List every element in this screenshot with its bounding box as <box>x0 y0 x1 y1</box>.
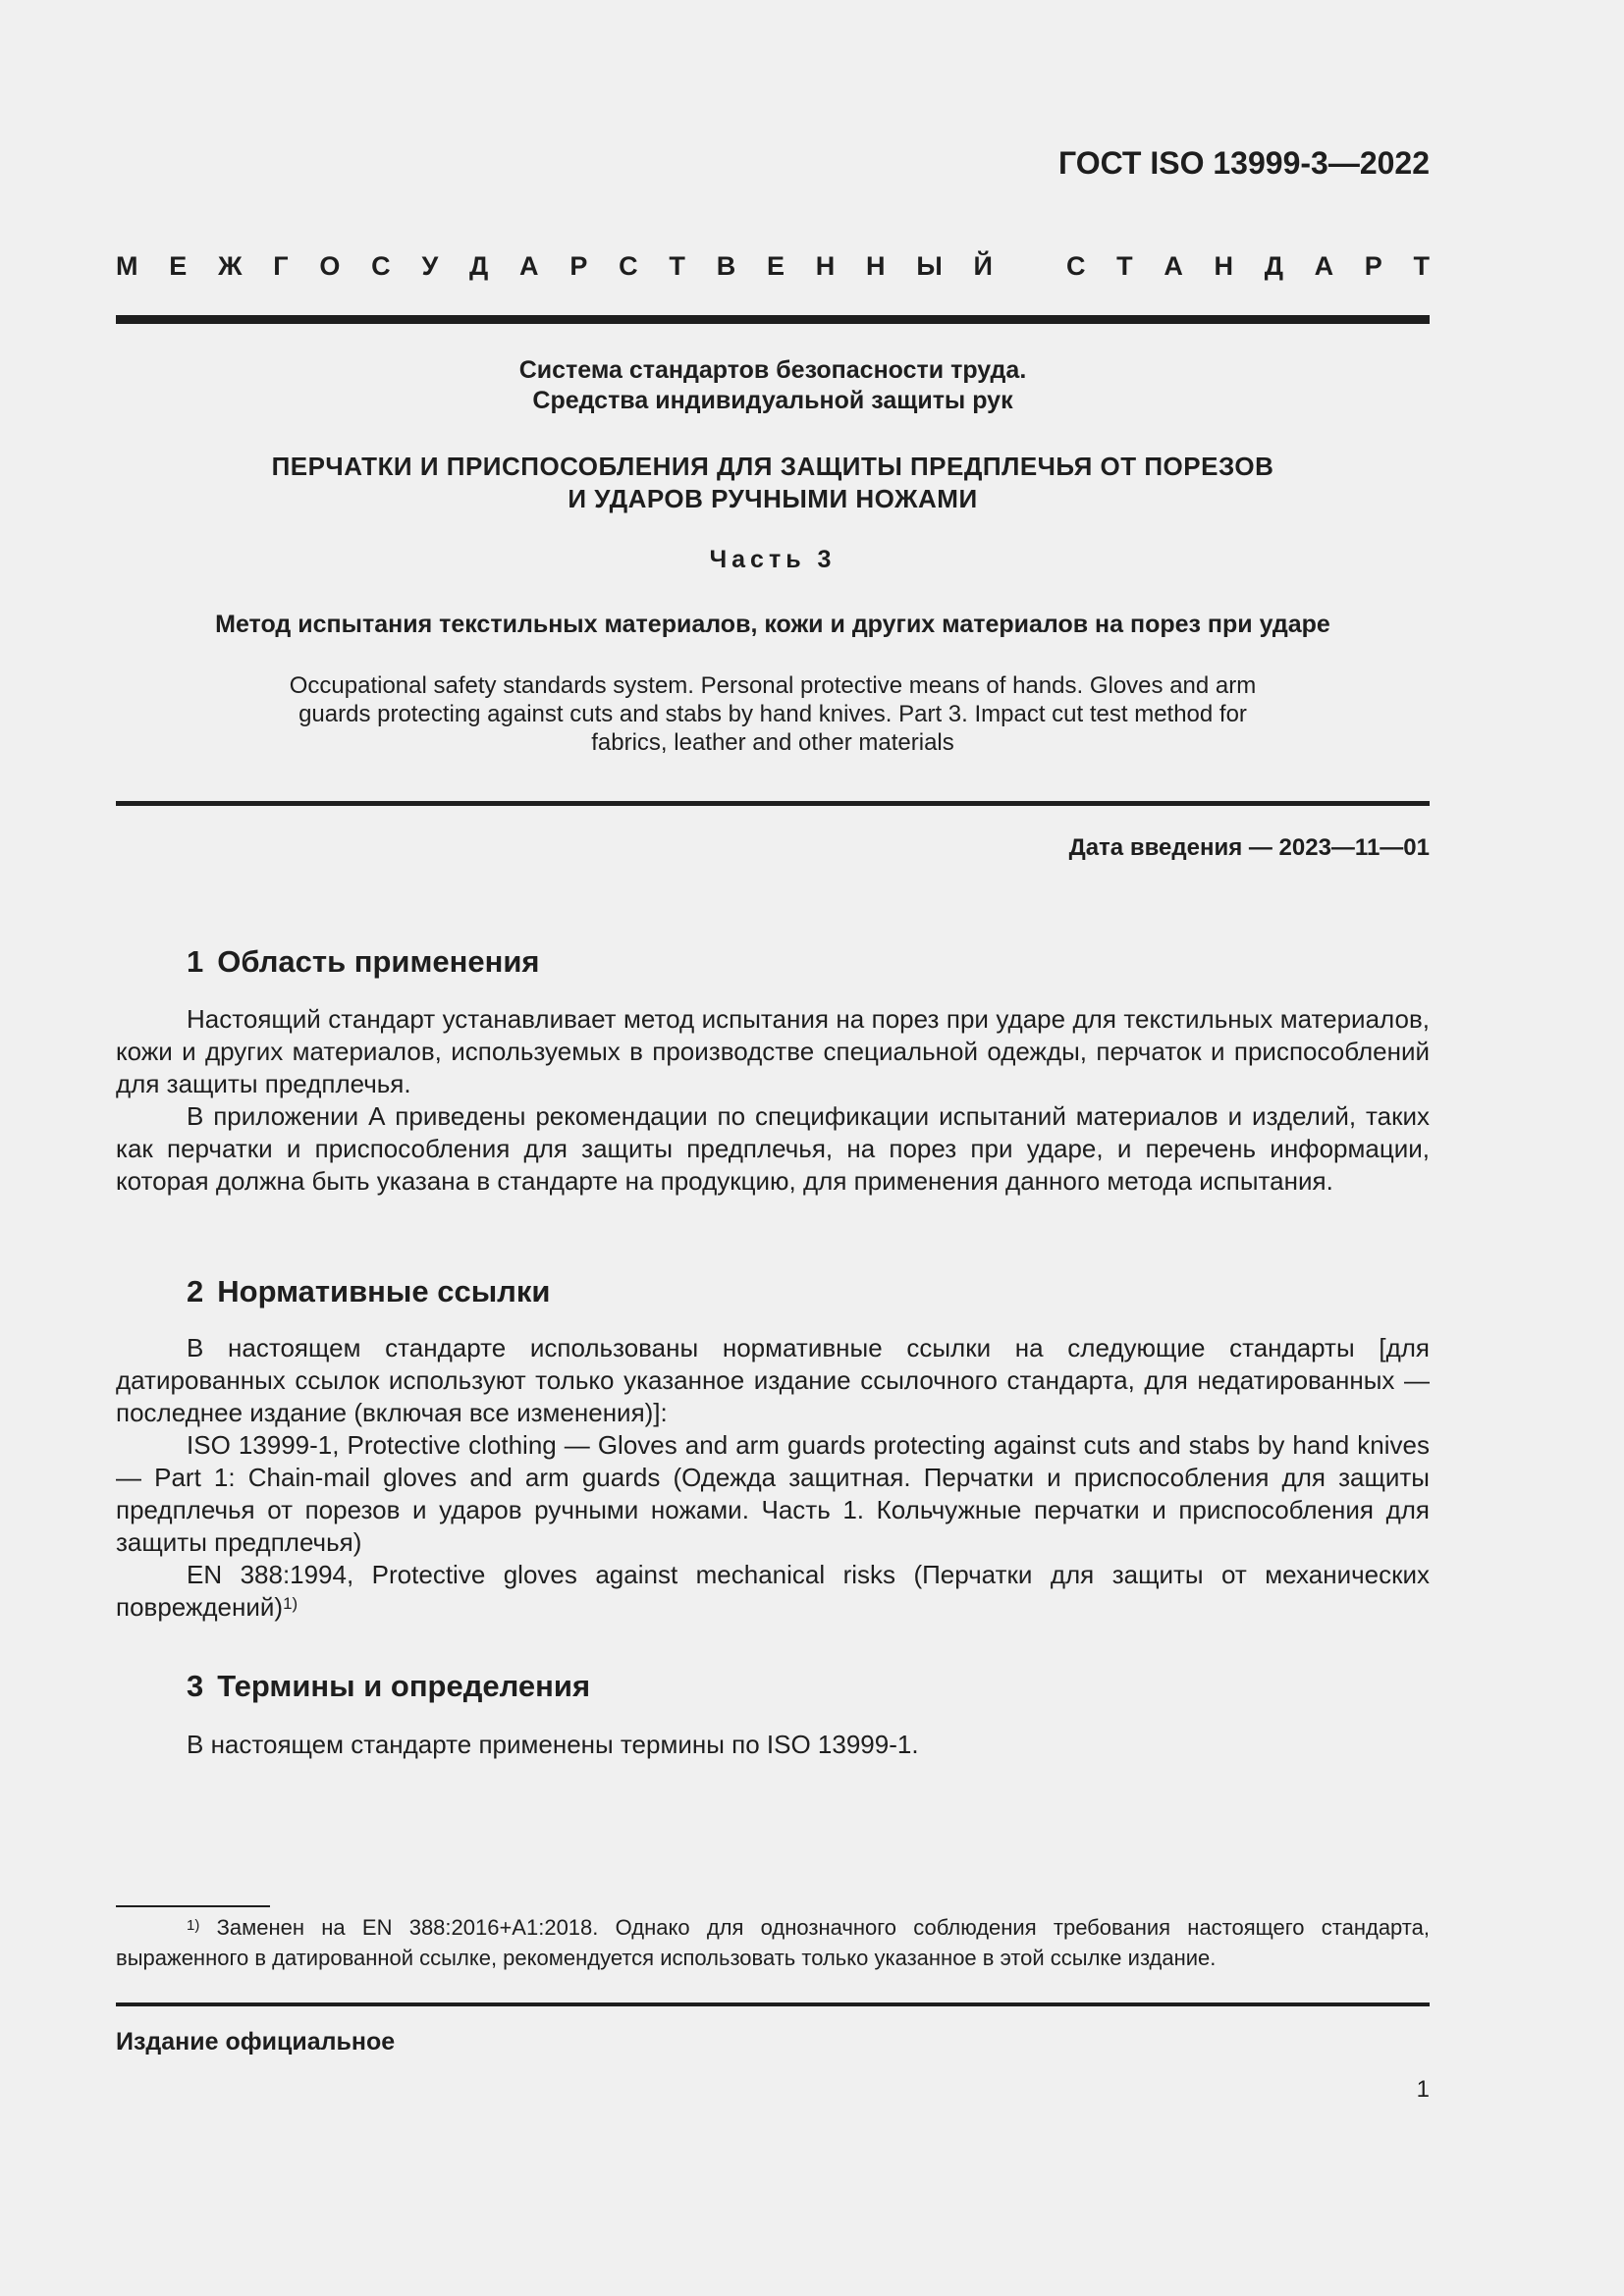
banner-letter: Т <box>1413 251 1430 281</box>
banner-letter: М <box>116 251 138 281</box>
page-number: 1 <box>1416 2076 1430 2103</box>
section-heading <box>187 1669 590 1704</box>
system-title-line1: Система стандартов безопасности труда. <box>518 356 1027 384</box>
section-heading <box>187 944 540 980</box>
main-title-line2: И УДАРОВ РУЧНЫМИ НОЖАМИ <box>568 484 978 513</box>
banner-letter: С <box>1066 251 1086 281</box>
section-body <box>116 1332 1430 1624</box>
top-rule <box>116 315 1430 324</box>
footnote-mark: 1) <box>187 1917 200 1934</box>
section-body <box>116 1729 1430 1761</box>
banner-letter: Н <box>1214 251 1234 281</box>
banner-letter: А <box>1314 251 1334 281</box>
section-body <box>116 1003 1430 1198</box>
section-title: Нормативные ссылки <box>217 1274 551 1308</box>
standard-word <box>1066 251 1430 282</box>
banner-letter: Р <box>569 251 588 281</box>
system-title-line2: Средства индивидуальной защиты рук <box>532 387 1013 414</box>
banner-letter: Й <box>973 251 993 281</box>
introduction-date: Дата введения — 2023—11—01 <box>1068 834 1430 861</box>
banner-letter: А <box>519 251 539 281</box>
paragraph: В настоящем стандарте использованы нормативные ссылки на следующие стандарты [для датированных ссылок используют только указанное издание ссылочного стандарта, для недатированных — последнее издание (включая все изменения)]: <box>116 1333 1430 1427</box>
banner-letter: Ы <box>916 251 943 281</box>
title-bottom-rule <box>116 801 1430 806</box>
interstate-word <box>116 251 993 282</box>
banner-letter: Т <box>669 251 685 281</box>
banner-letter: С <box>619 251 638 281</box>
footer-rule <box>116 2002 1430 2006</box>
paragraph <box>116 1559 1430 1624</box>
part-label: Часть 3 <box>709 546 837 573</box>
section-number: 2 <box>187 1274 204 1308</box>
section-heading <box>187 1274 550 1309</box>
banner-letter: Ж <box>218 251 243 281</box>
footnote-reference[interactable]: 1) <box>283 1594 298 1613</box>
banner-letter: Н <box>815 251 836 281</box>
section-title: Термины и определения <box>217 1669 591 1703</box>
main-title <box>116 451 1430 515</box>
section-number: 1 <box>187 944 204 979</box>
banner-letter: Г <box>273 251 289 281</box>
banner-letter: О <box>319 251 341 281</box>
banner-letter: Д <box>469 251 489 281</box>
edition-label: Издание официальное <box>116 2028 396 2056</box>
footnote-text: Заменен на EN 388:2016+A1:2018. Однако для однозначного соблюдения требования настоящего стандарта, выраженного в датированной ссылке, рекомендуется использовать только указанное в этой ссылке издание. <box>116 1915 1430 1970</box>
part-subtitle: Метод испытания текстильных материалов, кожи и других материалов на порез при ударе <box>215 611 1330 638</box>
section-title: Область применения <box>217 944 540 979</box>
banner-letter: Е <box>766 251 785 281</box>
paragraph: В приложении А приведены рекомендации по спецификации испытаний материалов и изделий, таких как перчатки и приспособления для защиты предплечья, на порез при ударе, и перечень информации, которая должна быть указана в стандарте на продукцию, для применения данного метода испытания. <box>116 1101 1430 1196</box>
banner-letter: Н <box>866 251 886 281</box>
banner-letter: Д <box>1264 251 1283 281</box>
footnote-separator <box>116 1905 270 1907</box>
banner-letter: А <box>1164 251 1183 281</box>
banner-letter: Е <box>169 251 188 281</box>
banner-letter: С <box>371 251 391 281</box>
banner-letter: Р <box>1364 251 1382 281</box>
banner-letter: Т <box>1116 251 1133 281</box>
paragraph: В настоящем стандарте применены термины по ISO 13999-1. <box>187 1730 919 1759</box>
paragraph: Настоящий стандарт устанавливает метод испытания на порез при ударе для текстильных материалов, кожи и других материалов, используемых в производстве специальной одежды, перчаток и приспособлений для защиты предплечья. <box>116 1004 1430 1098</box>
system-title <box>116 355 1430 416</box>
banner-letter: В <box>716 251 736 281</box>
banner-letter: У <box>421 251 439 281</box>
standard-code: ГОСТ ISO 13999-3—2022 <box>1058 145 1430 181</box>
reference-text: EN 388:1994, Protective gloves against mechanical risks (Перчатки для защиты от механических повреждений) <box>116 1560 1430 1622</box>
english-title: Occupational safety standards system. Personal protective means of hands. Gloves and arm guards protecting against cuts and stabs by hand knives. Part 3. Impact cut test method for fabrics, leather and other materials <box>289 672 1257 756</box>
paragraph: ISO 13999-1, Protective clothing — Gloves and arm guards protecting against cuts and stabs by hand knives — Part 1: Chain-mail gloves and arm guards (Одежда защитная. Перчатки и приспособления для защиты предплечья от порезов и ударов ручными ножами. Часть 1. Кольчужные перчатки и приспособления для защиты предплечья) <box>116 1430 1430 1557</box>
main-title-line1: ПЕРЧАТКИ И ПРИСПОСОБЛЕНИЯ ДЛЯ ЗАЩИТЫ ПРЕДПЛЕЧЬЯ ОТ ПОРЕЗОВ <box>271 452 1274 481</box>
section-number: 3 <box>187 1669 204 1703</box>
footnote <box>116 1912 1430 1973</box>
interstate-standard-banner <box>116 251 1430 282</box>
